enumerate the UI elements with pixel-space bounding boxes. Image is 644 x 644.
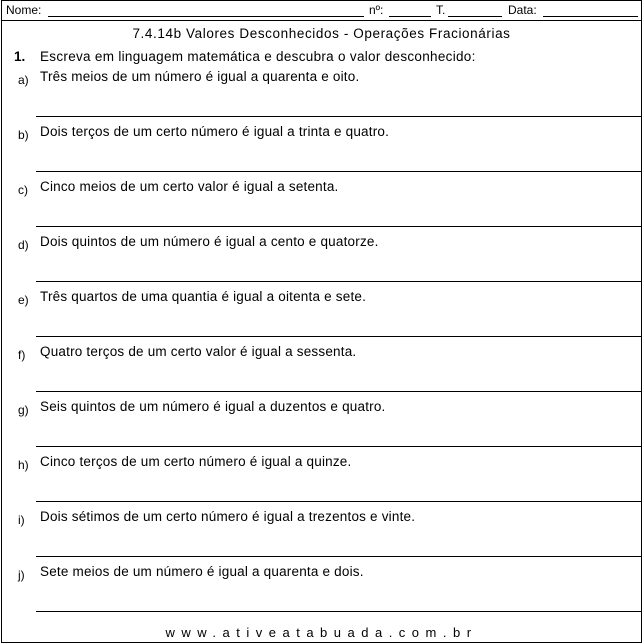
page-title: 7.4.14b Valores Desconhecidos - Operações Fracionárias (132, 26, 511, 41)
item-letter: d) (18, 238, 29, 252)
number-field[interactable] (389, 16, 431, 17)
exercise-item (2, 234, 641, 289)
item-letter: h) (18, 458, 29, 472)
answer-line[interactable] (36, 336, 642, 337)
date-field[interactable] (543, 16, 638, 17)
name-field[interactable] (48, 16, 364, 17)
item-text: Três meios de um número é igual a quarenta e oito. (40, 69, 360, 84)
class-field[interactable] (448, 16, 502, 17)
number-label: nº: (369, 3, 384, 17)
name-label: Nome: (6, 3, 42, 17)
item-text: Dois quintos de um número é igual a cento e quatorze. (40, 234, 379, 249)
answer-line[interactable] (36, 171, 642, 172)
answer-line[interactable] (36, 556, 642, 557)
worksheet (1, 0, 642, 643)
exercise-item (2, 564, 641, 619)
exercise-item (2, 289, 641, 344)
item-letter: c) (18, 183, 28, 197)
class-label: T. (436, 3, 446, 17)
item-text: Três quartos de uma quantia é igual a oitenta e sete. (40, 289, 367, 304)
item-letter: j) (18, 568, 25, 582)
exercise-item (2, 509, 641, 564)
exercise-item (2, 399, 641, 454)
question-instruction: Escreva em linguagem matemática e descubra o valor desconhecido: (40, 49, 476, 64)
exercise-item (2, 179, 641, 234)
item-letter: g) (18, 403, 29, 417)
exercise-item (2, 344, 641, 399)
item-letter: b) (18, 128, 29, 142)
header-row (2, 1, 641, 21)
item-text: Quatro terços de um certo valor é igual a sessenta. (40, 344, 357, 359)
item-text: Dois sétimos de um certo número é igual a trezentos e vinte. (40, 509, 416, 524)
answer-line[interactable] (36, 501, 642, 502)
item-letter: e) (18, 293, 29, 307)
footer-url: www.ativeatabuada.com.br (165, 625, 478, 640)
exercise-item (2, 69, 641, 124)
answer-line[interactable] (36, 281, 642, 282)
answer-line[interactable] (36, 611, 642, 612)
answer-line[interactable] (36, 391, 642, 392)
item-text: Sete meios de um número é igual a quarenta e dois. (40, 564, 364, 579)
answer-line[interactable] (36, 116, 642, 117)
answer-line[interactable] (36, 226, 642, 227)
item-text: Cinco meios de um certo valor é igual a setenta. (40, 179, 339, 194)
question-number: 1. (14, 49, 26, 64)
item-text: Cinco terços de um certo número é igual a quinze. (40, 454, 352, 469)
item-letter: i) (18, 513, 25, 527)
item-letter: a) (18, 73, 29, 87)
item-text: Seis quintos de um número é igual a duzentos e quatro. (40, 399, 386, 414)
exercise-item (2, 454, 641, 509)
item-text: Dois terços de um certo número é igual a trinta e quatro. (40, 124, 390, 139)
exercise-item (2, 124, 641, 179)
item-letter: f) (18, 348, 26, 362)
answer-line[interactable] (36, 446, 642, 447)
date-label: Data: (508, 3, 537, 17)
